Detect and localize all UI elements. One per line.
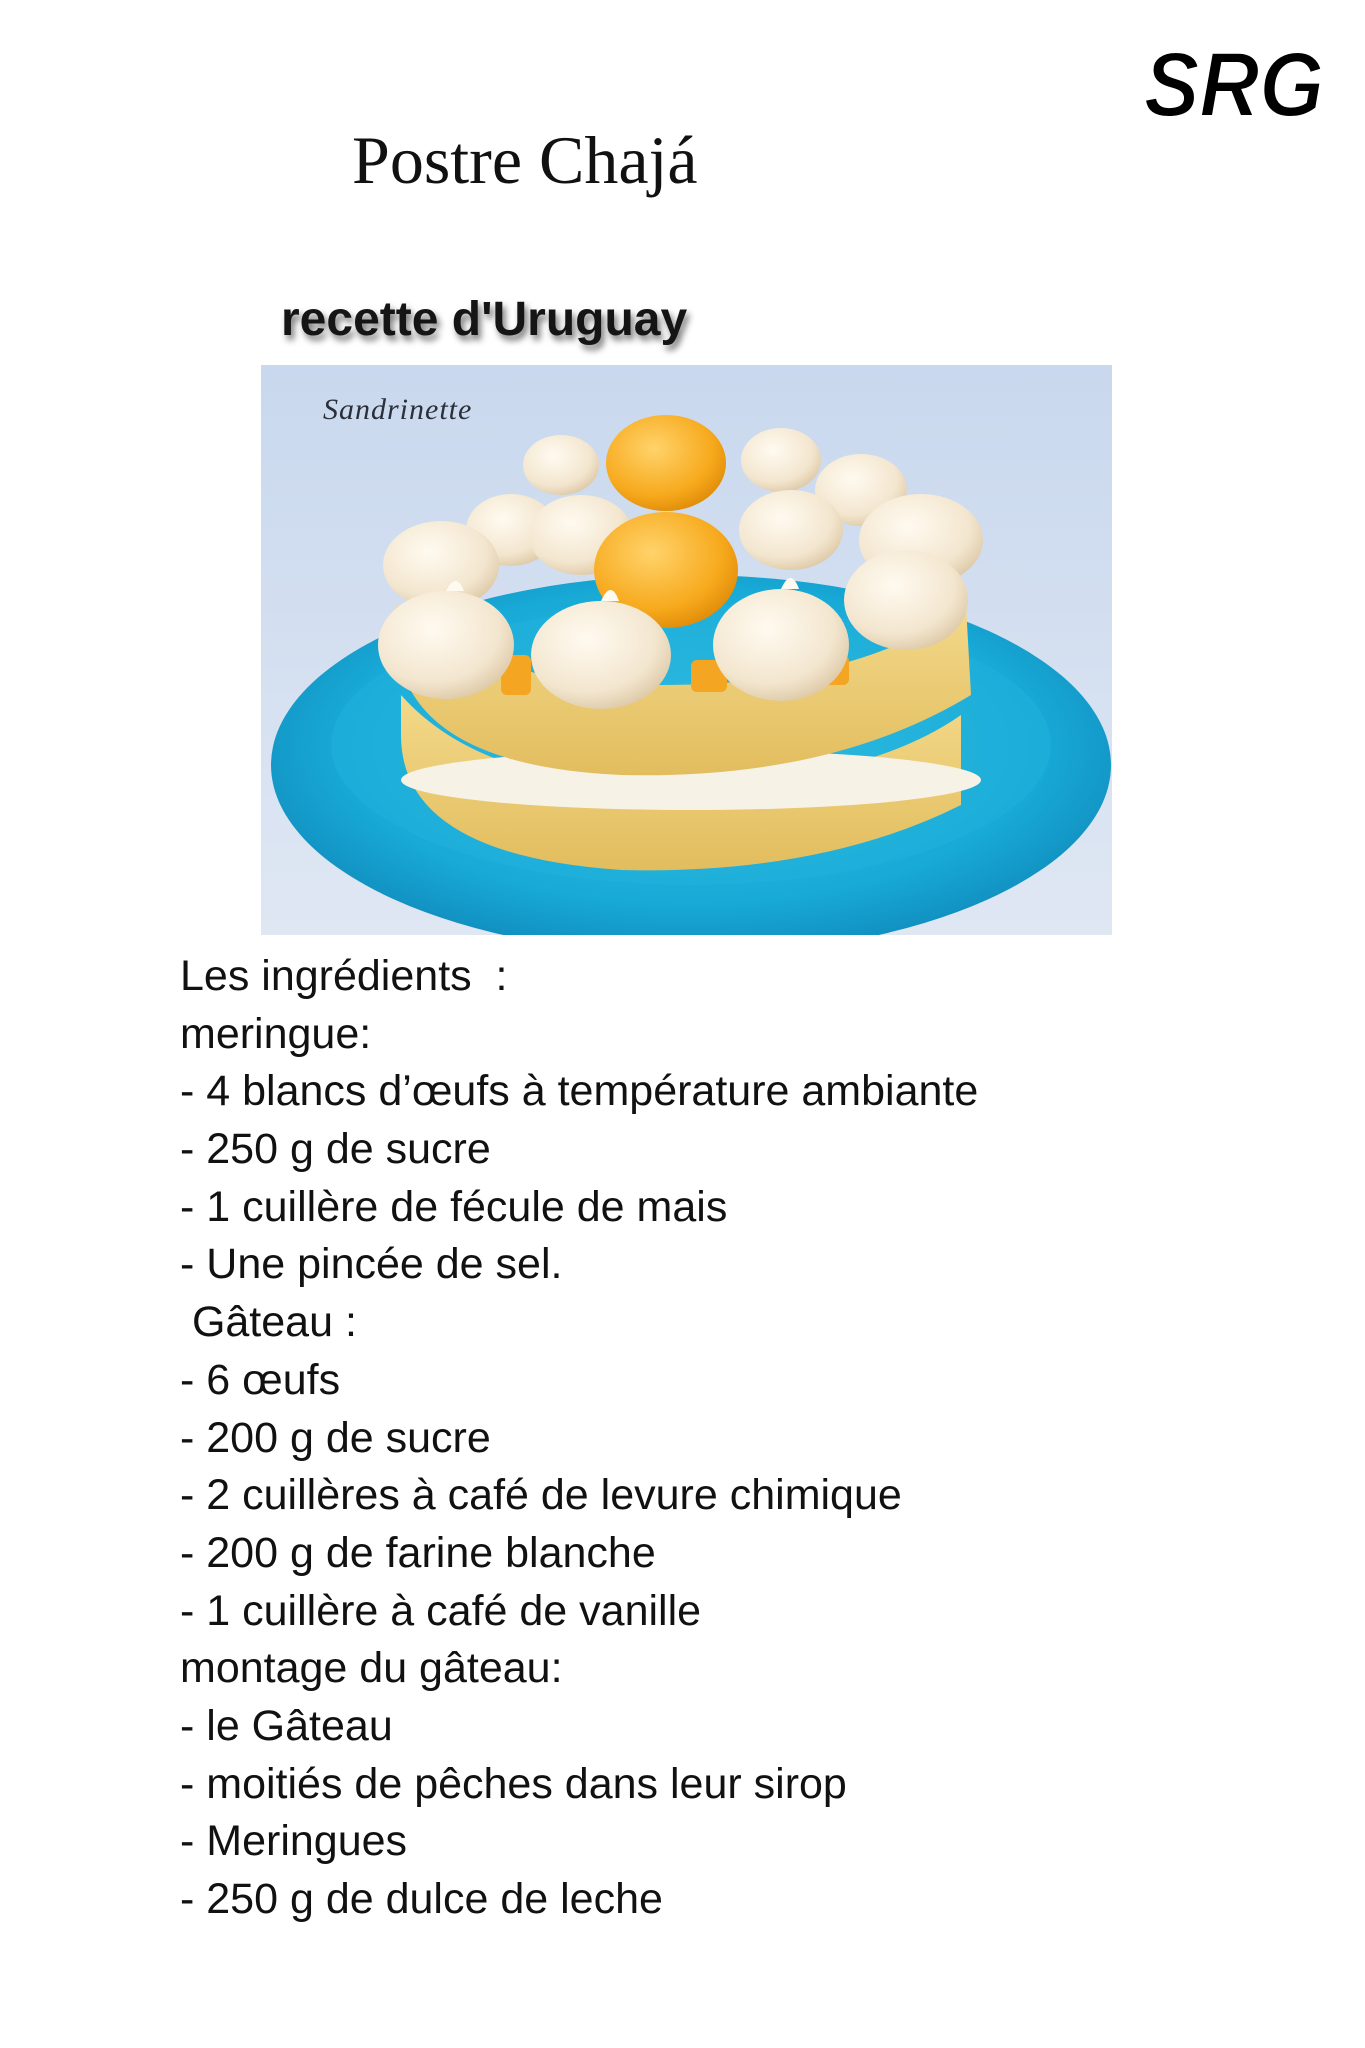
page-title: Postre Chajá (352, 122, 698, 198)
page-subtitle: recette d'Uruguay (281, 293, 688, 346)
list-item: - 250 g de dulce de leche (180, 1875, 663, 1923)
list-item: - 1 cuillère de fécule de mais (180, 1182, 728, 1231)
list-item: montage du gâteau: (180, 1644, 563, 1693)
list-item: - 200 g de farine blanche (180, 1528, 656, 1577)
list-item: - 250 g de sucre (180, 1125, 491, 1174)
list-item: - 1 cuillère à café de vanille (180, 1586, 702, 1635)
list-item: - Une pincée de sel. (180, 1240, 563, 1289)
list-item: - 2 cuillères à café de levure chimique (180, 1471, 902, 1520)
list-item: - Meringues (180, 1817, 408, 1866)
list-item: Les ingrédients : (180, 952, 508, 1000)
cake-photo (261, 365, 1112, 935)
list-item: meringue: (180, 1009, 372, 1058)
photo-watermark: Sandrinette (323, 393, 473, 426)
list-item: - 200 g de sucre (180, 1413, 491, 1462)
srg-logo-graphic (1138, 32, 1334, 136)
list-item: - 6 œufs (180, 1355, 341, 1404)
ingredients-list (180, 948, 1320, 1929)
srg-logo-text: SRG (1144, 34, 1324, 136)
cake-illustration (261, 365, 1112, 935)
list-item: Gâteau : (180, 1298, 357, 1347)
list-item: - le Gâteau (180, 1701, 393, 1750)
srg-logo (1138, 32, 1334, 136)
list-item: - moitiés de pêches dans leur sirop (180, 1759, 847, 1808)
list-item: - 4 blancs d’œufs à température ambiante (180, 1067, 979, 1116)
